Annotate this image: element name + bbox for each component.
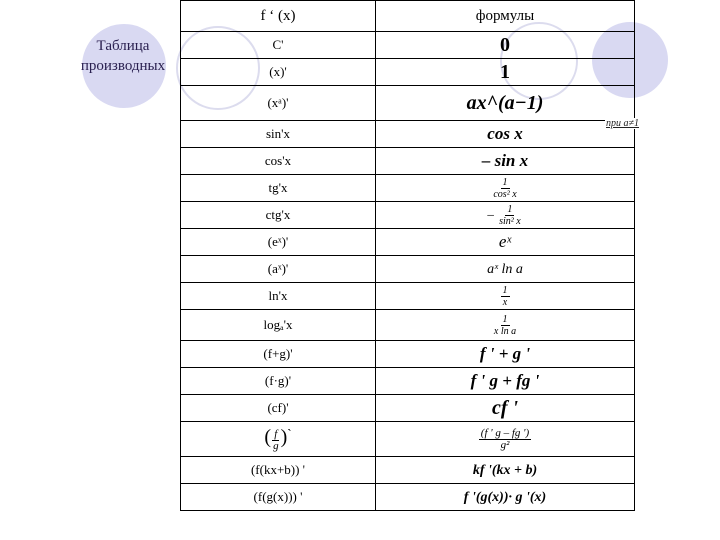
fraction-numerator: f bbox=[274, 427, 278, 440]
function-text: (x)' bbox=[269, 64, 287, 79]
formula-cell bbox=[376, 368, 635, 395]
function-text: (f(kx+b)) ' bbox=[250, 462, 306, 477]
derivatives-table bbox=[180, 0, 639, 511]
function-cell bbox=[181, 59, 376, 86]
fraction-denominator: cos² x bbox=[493, 188, 517, 200]
formula-cell bbox=[376, 310, 635, 341]
fraction-denominator: x ln a bbox=[493, 325, 517, 337]
function-cell bbox=[181, 310, 376, 341]
formula-fraction bbox=[491, 177, 518, 200]
function-text: cos'x bbox=[264, 153, 292, 168]
table-row bbox=[181, 368, 635, 395]
formula-text: – sin x bbox=[481, 151, 529, 170]
prime-mark: ` bbox=[287, 426, 292, 442]
function-text: (xᵃ)' bbox=[267, 95, 289, 110]
fraction-numerator: 1 bbox=[502, 284, 508, 296]
formula-cell bbox=[376, 341, 635, 368]
open-paren: ( bbox=[264, 426, 272, 449]
formula-text: ax^(a−1) bbox=[466, 91, 544, 114]
function-cell bbox=[181, 457, 376, 484]
formula-prefix: – bbox=[487, 205, 494, 221]
function-cell bbox=[181, 368, 376, 395]
function-text: ctg'x bbox=[265, 207, 291, 222]
table-row bbox=[181, 175, 635, 202]
formula-cell bbox=[376, 256, 635, 283]
formula-cell bbox=[376, 59, 635, 86]
function-text: tg'x bbox=[268, 180, 288, 195]
function-cell bbox=[181, 148, 376, 175]
formula-text: f ' g + fg ' bbox=[470, 371, 540, 390]
table-row bbox=[181, 121, 635, 148]
table-row bbox=[181, 86, 635, 121]
fraction-denominator: sin² x bbox=[499, 215, 521, 227]
function-cell bbox=[181, 256, 376, 283]
function-cell bbox=[181, 86, 376, 121]
table-row bbox=[181, 422, 635, 457]
function-text: C' bbox=[272, 37, 284, 52]
function-cell bbox=[181, 32, 376, 59]
fraction-denominator: g² bbox=[500, 438, 510, 451]
formula-cell bbox=[376, 457, 635, 484]
table-row bbox=[181, 59, 635, 86]
formula-cell bbox=[376, 395, 635, 422]
table-row bbox=[181, 202, 635, 229]
formula-text: f '(g(x))· g '(x) bbox=[463, 489, 547, 505]
table-row bbox=[181, 256, 635, 283]
function-cell bbox=[181, 202, 376, 229]
formula-text: cos x bbox=[487, 124, 523, 143]
table-row bbox=[181, 148, 635, 175]
fraction-numerator: 1 bbox=[507, 203, 513, 215]
function-cell bbox=[181, 175, 376, 202]
close-paren: ) bbox=[280, 426, 288, 449]
function-cell bbox=[181, 395, 376, 422]
table-row bbox=[181, 283, 635, 310]
formula-text: 1 bbox=[500, 60, 510, 83]
fraction-denominator: x bbox=[502, 296, 508, 308]
function-fraction bbox=[271, 429, 281, 452]
formula-cell bbox=[376, 32, 635, 59]
formula-cell bbox=[376, 202, 635, 229]
column-header-formulas: формулы bbox=[376, 1, 635, 32]
table-row bbox=[181, 457, 635, 484]
function-text: (f(g(x))) ' bbox=[253, 489, 303, 504]
formula-cell bbox=[376, 484, 635, 511]
fraction-numerator: 1 bbox=[502, 313, 508, 325]
function-cell bbox=[181, 484, 376, 511]
function-cell bbox=[181, 121, 376, 148]
formula-fraction bbox=[501, 285, 510, 308]
page-title: Таблица производных bbox=[80, 38, 166, 74]
fraction-numerator: (f ' g – fg ') bbox=[480, 426, 530, 439]
formula-cell bbox=[376, 121, 635, 148]
function-text: ln'x bbox=[268, 288, 288, 303]
formula-cell bbox=[376, 283, 635, 310]
formula-text: f ' + g ' bbox=[479, 344, 531, 363]
function-text: logₐ'x bbox=[263, 317, 293, 332]
formula-cell bbox=[376, 229, 635, 256]
table-row bbox=[181, 484, 635, 511]
function-text: (eˣ)' bbox=[267, 234, 289, 249]
function-text: (aˣ)' bbox=[267, 261, 289, 276]
fraction-numerator: 1 bbox=[502, 176, 508, 188]
formula-cell bbox=[376, 422, 635, 457]
table-header-row bbox=[181, 1, 635, 32]
function-cell bbox=[181, 422, 376, 457]
formula-text: kf '(kx + b) bbox=[472, 462, 538, 478]
formula-text: eˣ bbox=[498, 232, 512, 251]
formula-cell bbox=[376, 86, 639, 129]
formula-text: aˣ ln a bbox=[487, 261, 523, 277]
formula-text: 0 bbox=[500, 33, 510, 56]
formula-cell bbox=[376, 148, 635, 175]
formula-cell bbox=[376, 175, 635, 202]
function-cell bbox=[181, 341, 376, 368]
function-text: sin'x bbox=[265, 126, 290, 141]
function-text: (f·g)' bbox=[264, 373, 292, 388]
formula-text: cf ' bbox=[491, 396, 519, 419]
table-row bbox=[181, 310, 635, 341]
table-row bbox=[181, 32, 635, 59]
function-cell bbox=[181, 229, 376, 256]
function-cell bbox=[181, 283, 376, 310]
function-text: (cf)' bbox=[267, 400, 289, 415]
table-row bbox=[181, 341, 635, 368]
formula-fraction bbox=[492, 314, 518, 337]
function-text: (f+g)' bbox=[263, 346, 293, 361]
column-header-function: f ‘ (x) bbox=[181, 1, 376, 32]
formula-fraction bbox=[497, 204, 523, 227]
formula-fraction bbox=[479, 428, 531, 451]
table-row bbox=[181, 229, 635, 256]
table-row bbox=[181, 395, 635, 422]
formula-note: при a≠1 bbox=[606, 118, 639, 129]
fraction-denominator: g bbox=[273, 439, 279, 452]
